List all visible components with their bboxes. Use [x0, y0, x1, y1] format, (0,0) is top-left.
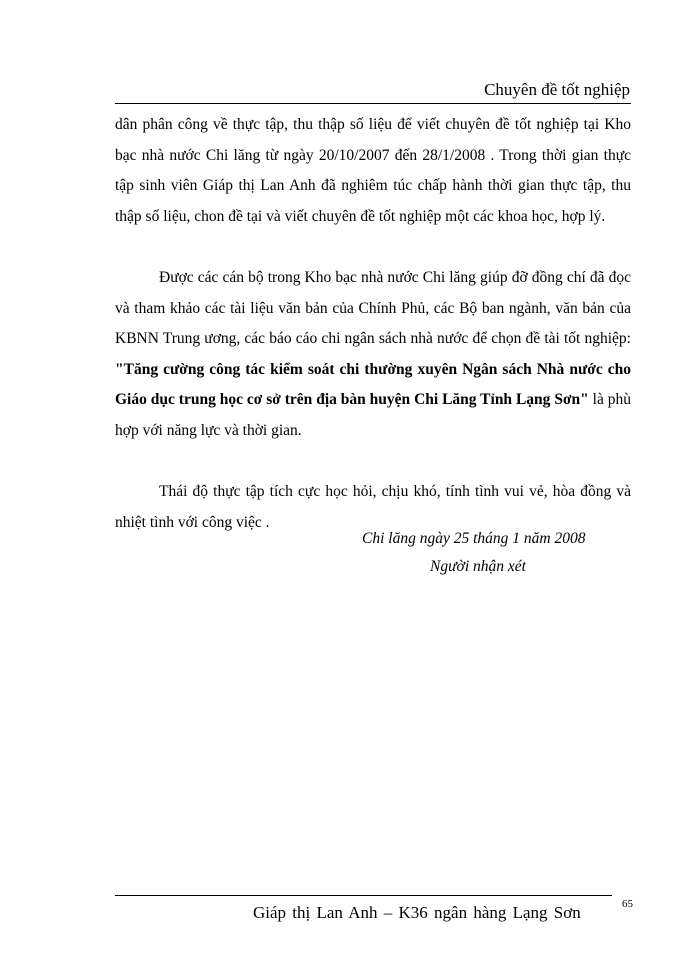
- page-number: 65: [622, 898, 633, 910]
- signature-role: Người nhận xét: [430, 558, 526, 575]
- thesis-title: "Tăng cường công tác kiểm soát chi thường xuyên Ngân sách Nhà nước cho Giáo dục trung học cơ sở trên địa bàn huyện Chi Lăng Tỉnh Lạng Sơn": [115, 360, 631, 408]
- footer-divider: [115, 895, 612, 896]
- footer-text: Giáp thị Lan Anh – K36 ngân hàng Lạng Sơn: [253, 903, 581, 922]
- paragraph-2-intro: Được các cán bộ trong Kho bạc nhà nước Chi lăng giúp đỡ đồng chí đã đọc và tham khảo các tài liệu văn bản của Chính Phủ, các Bộ ban ngành, văn bản của KBNN Trung ương, các báo cáo chi ngân sách nhà nước để chọn đề tài tốt nghiệp:: [115, 269, 631, 347]
- paragraph-2-conclusion: là phù hợp với năng lực và thời gian.: [115, 391, 631, 439]
- header-divider: [115, 103, 631, 104]
- document-body: [115, 110, 631, 538]
- paragraph-1: dân phân công về thực tập, thu thập số liệu để viết chuyên đề tốt nghiệp tại Kho bạc nhà nước Chi lăng từ ngày 20/10/2007 đến 28/1/2008 . Trong thời gian thực tập sinh viên Giáp thị Lan Anh đã nghiêm túc chấp hành thời gian thực tập, thu thập số liệu, chon đề tại và viết chuyên đề tốt nghiệp một các khoa học, hợp lý.: [115, 116, 631, 225]
- paragraph-3: Thái độ thực tập tích cực học hỏi, chịu khó, tính tình vui vẻ, hòa đồng và nhiệt tình với công việc .: [115, 483, 631, 531]
- header-title: Chuyên đề tốt nghiệp: [484, 80, 630, 99]
- paragraph-2: [115, 263, 631, 446]
- signature-date: Chi lăng ngày 25 tháng 1 năm 2008: [362, 530, 586, 547]
